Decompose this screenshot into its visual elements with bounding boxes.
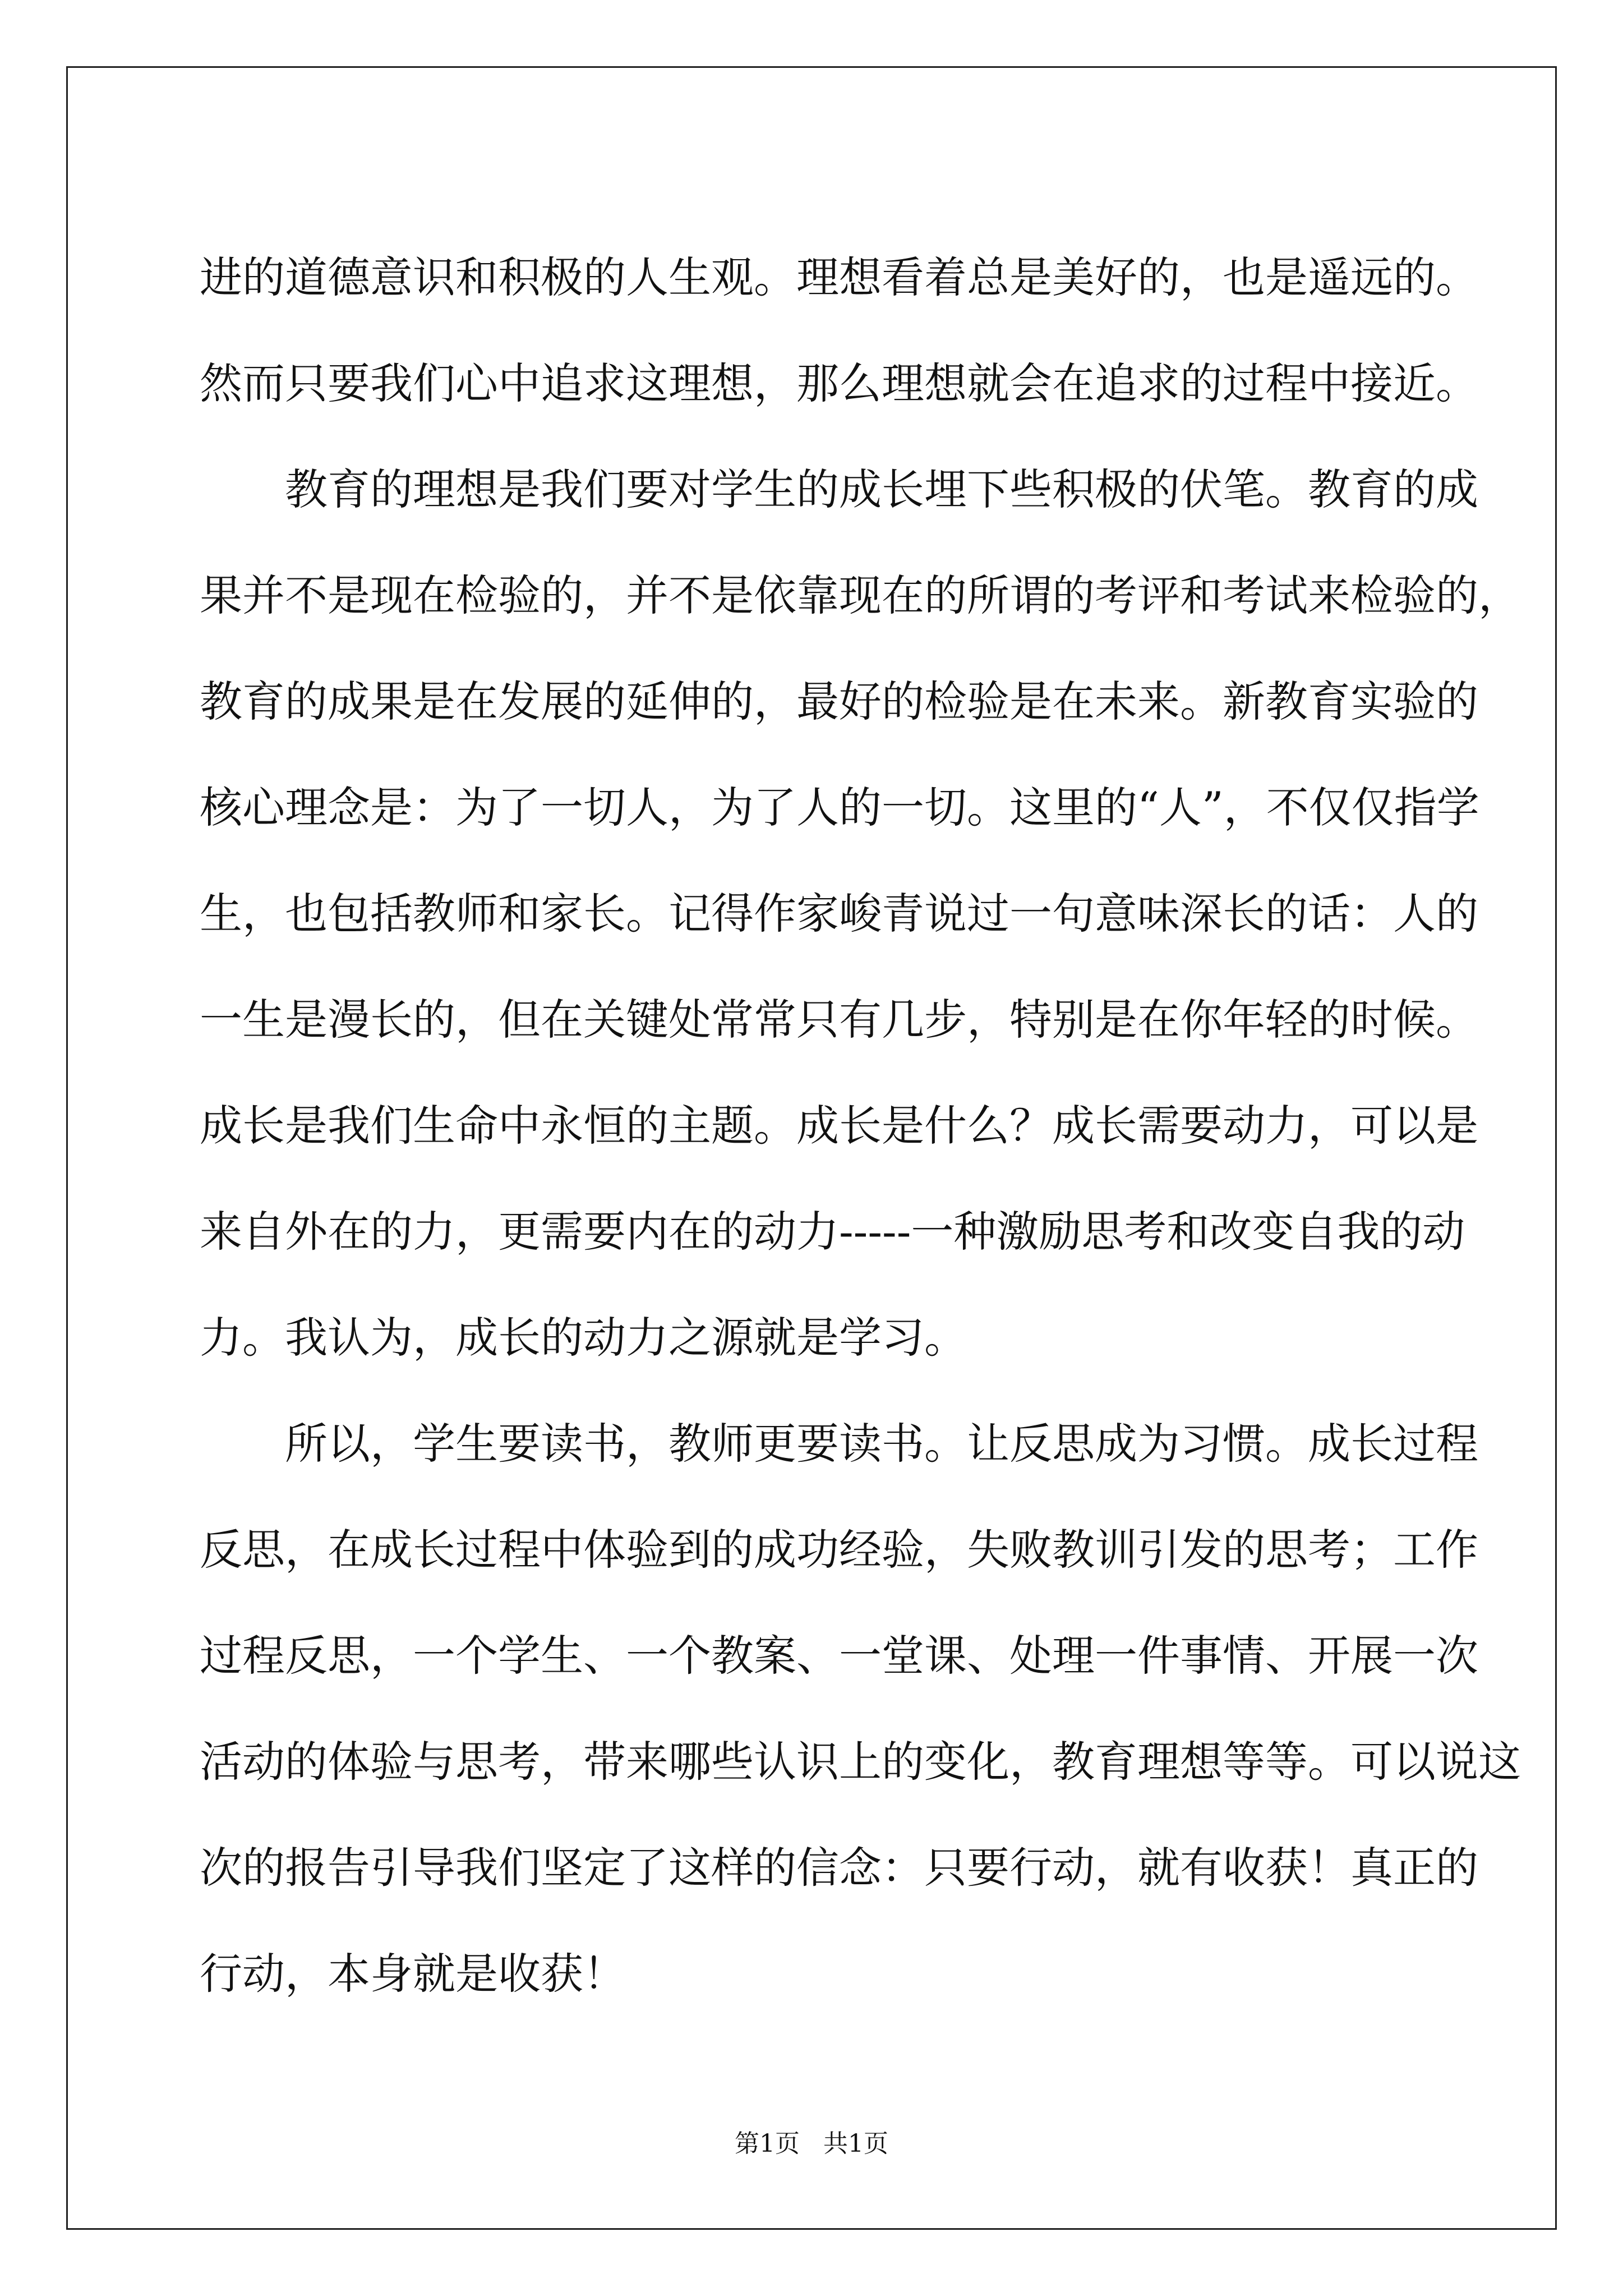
paragraph-3 [200,1391,1521,2027]
text-line: 行动，本身就是收获！ [200,1949,626,1999]
text-line: 过程反思，一个学生、一个教案、一堂课、处理一件事情、开展一次 [200,1631,1478,1681]
text-line: 来自外在的力，更需要内在的动力-----一种激励思考和改变自我的动 [200,1207,1465,1257]
text-line: 次的报告引导我们坚定了这样的信念：只要行动，就有收获！真正的 [200,1843,1478,1893]
text-line: 教育的理想是我们要对学生的成长埋下些积极的伏笔。教育的成 [285,464,1478,514]
page-total: 共1页 [823,2129,888,2158]
text-line: 生，也包括教师和家长。记得作家峻青说过一句意味深长的话：人的 [200,889,1478,938]
text-line: 进的道德意识和积极的人生观。理想看着总是美好的，也是遥远的。 [200,252,1478,302]
text-line: 核心理念是：为了一切人，为了人的一切。这里的“人”，不仅仅指学 [200,783,1479,832]
paragraph-1 [200,224,1478,436]
page-number: 第1页 [735,2129,800,2158]
text-line: 力。我认为，成长的动力之源就是学习。 [200,1313,967,1363]
page-footer [0,2123,1623,2159]
text-line: 然而只要我们心中追求这理想，那么理想就会在追求的过程中接近。 [200,358,1478,408]
text-line: 果并不是现在检验的，并不是依靠现在的所谓的考评和考试来检验的， [200,570,1521,620]
text-line: 活动的体验与思考，带来哪些认识上的变化，教育理想等等。可以说这 [200,1737,1521,1787]
text-line: 成长是我们生命中永恒的主题。成长是什么？成长需要动力，可以是 [200,1101,1478,1151]
text-line: 反思，在成长过程中体验到的成功经验，失败教训引发的思考；工作 [200,1525,1478,1575]
text-line: 所以，学生要读书，教师更要读书。让反思成为习惯。成长过程 [285,1419,1478,1469]
text-line: 一生是漫长的，但在关键处常常只有几步，特别是在你年轻的时候。 [200,995,1478,1045]
paragraph-2 [200,436,1521,1391]
document-body [200,224,1521,2027]
text-line: 教育的成果是在发展的延伸的，最好的检验是在未来。新教育实验的 [200,677,1478,726]
